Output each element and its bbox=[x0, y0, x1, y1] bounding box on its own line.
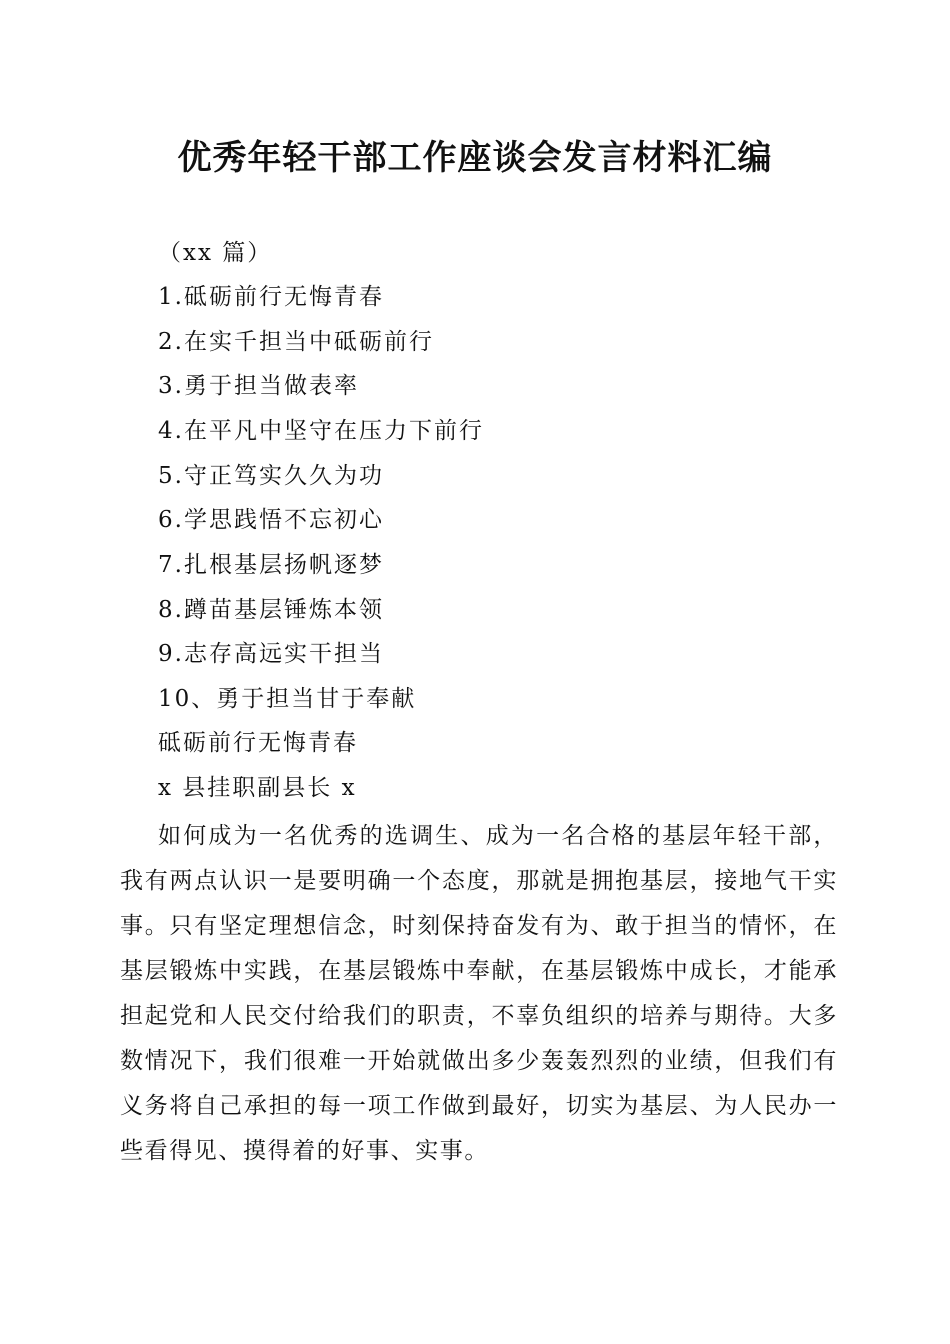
toc-item: 9.志存高远实干担当 bbox=[158, 641, 384, 667]
body-paragraph: 如何成为一名优秀的选调生、成为一名合格的基层年轻干部，我有两点认识一是要明确一个态度，那就是拥抱基层，接地气干实事。只有坚定理想信念，时刻保持奋发有为、敢于担当的情怀，在基层锻炼中实践，在基层锻炼中奉献，在基层锻炼中成长，才能承担起党和人民交付给我们的职责，不辜负组织的培养与期待。大多数情况下，我们很难一开始就做出多少轰轰烈烈的业绩，但我们有义务将自己承担的每一项工作做到最好，切实为基层、为人民办一些看得见、摸得着的好事、实事。 bbox=[120, 823, 838, 1164]
toc-item: 10、勇于担当甘于奉献 bbox=[158, 686, 417, 712]
author-line: x 县挂职副县长 x bbox=[158, 775, 357, 801]
toc-item: 1.砥砺前行无悔青春 bbox=[158, 284, 384, 310]
toc-item: 3.勇于担当做表率 bbox=[158, 373, 359, 399]
toc-item: 8.蹲苗基层锤炼本领 bbox=[158, 597, 384, 623]
toc-item: 4.在平凡中坚守在压力下前行 bbox=[158, 418, 484, 444]
document-title: 优秀年轻干部工作座谈会发言材料汇编 bbox=[177, 138, 773, 178]
toc-item: 7.扎根基层扬帆逐梦 bbox=[158, 552, 384, 578]
section-title: 砥砺前行无悔青春 bbox=[158, 730, 358, 756]
document-subtitle: （xx 篇） bbox=[158, 240, 273, 266]
toc-item: 5.守正笃实久久为功 bbox=[158, 463, 384, 489]
toc-item: 6.学思践悟不忘初心 bbox=[158, 507, 384, 533]
toc-item: 2.在实千担当中砥砺前行 bbox=[158, 329, 434, 355]
